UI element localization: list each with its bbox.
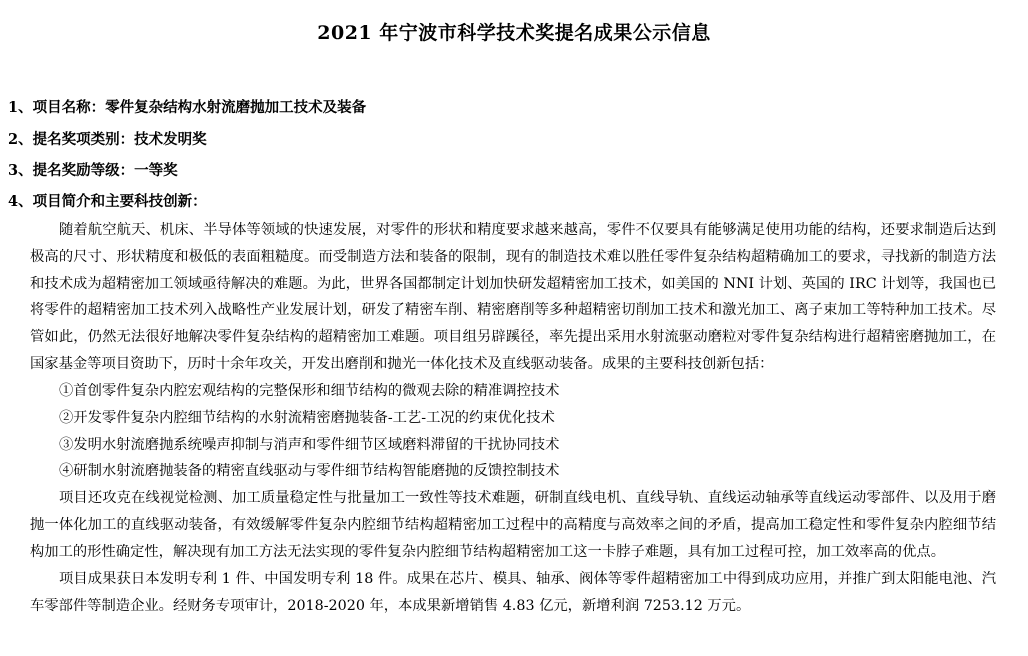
innovation-item: ③发明水射流磨抛系统噪声抑制与消声和零件细节区域磨料滞留的干扰协同技术 <box>59 436 560 453</box>
section-project-name: 1、项目名称：零件复杂结构水射流磨抛加工技术及装备 <box>8 99 367 116</box>
section-award-level: 3、提名奖励等级：一等奖 <box>8 162 178 179</box>
document-title: 2021 年宁波市科学技术奖提名成果公示信息 <box>317 22 711 44</box>
innovation-item: ④研制水射流磨抛装备的精密直线驱动与零件细节结构智能磨抛的反馈控制技术 <box>59 463 560 480</box>
section-introduction-heading: 4、项目简介和主要科技创新： <box>8 193 207 210</box>
achievements-paragraph: 项目成果获日本发明专利 1 件、中国发明专利 18 件。成果在芯片、模具、轴承、阀体等零件超精密加工中得到成功应用，并推广到太阳能电池、汽车零部件等制造企业。经财务专项审计，2018-2020 年，本成果新增销售 4.83 亿元，新增利润 7253.12 万元。 <box>30 571 996 614</box>
innovation-item: ②开发零件复杂内腔细节结构的水射流精密磨抛装备-工艺-工况的约束优化技术 <box>59 409 555 426</box>
innovation-item: ①首创零件复杂内腔宏观结构的完整保形和细节结构的微观去除的精准调控技术 <box>59 383 560 399</box>
intro-paragraph: 随着航空航天、机床、半导体等领域的快速发展，对零件的形状和精度要求越来越高，零件不仅要具有能够满足使用功能的结构，还要求制造后达到极高的尺寸、形状精度和极低的表面粗糙度。而受制造方法和装备的限制，现有的制造技术难以胜任零件复杂结构超精确加工的要求，寻找新的制造方法和技术成为超精密加工领域亟待解决的难题。为此，世界各国都制定计划加快研发超精密加工技术，如美国的 NNI 计划、英国的 IRC 计划等，我国也已将零件的超精密加工技术列入战略性产业发展计划，研发了精密车削、精密磨削等多种超精密切削加工技术和激光加工、离子束加工等特种加工技术。尽管如此，仍然无法很好地解决零件复杂结构的超精密加工难题。项目组另辟蹊径，率先提出采用水射流驱动磨粒对零件复杂结构进行超精密磨抛加工，在国家基金等项目资助下，历时十余年攻关，开发出磨削和抛光一体化技术及直线驱动装备。成果的主要科技创新包括： <box>30 222 996 372</box>
innovation-list <box>30 378 996 485</box>
section-award-category: 2、提名奖项类别：技术发明奖 <box>8 131 207 148</box>
technical-problems-paragraph: 项目还攻克在线视觉检测、加工质量稳定性与批量加工一致性等技术难题，研制直线电机、直线导轨、直线运动轴承等直线运动零部件、以及用于磨抛一体化加工的直线驱动装备，有效缓解零件复杂内腔细节结构超精密加工过程中的高精度与高效率之间的矛盾，提高加工稳定性和零件复杂内腔细节结构加工的形性确定性，解决现有加工方法无法实现的零件复杂内腔细节结构超精密加工这一卡脖子难题，具有加工过程可控，加工效率高的优点。 <box>30 490 996 560</box>
